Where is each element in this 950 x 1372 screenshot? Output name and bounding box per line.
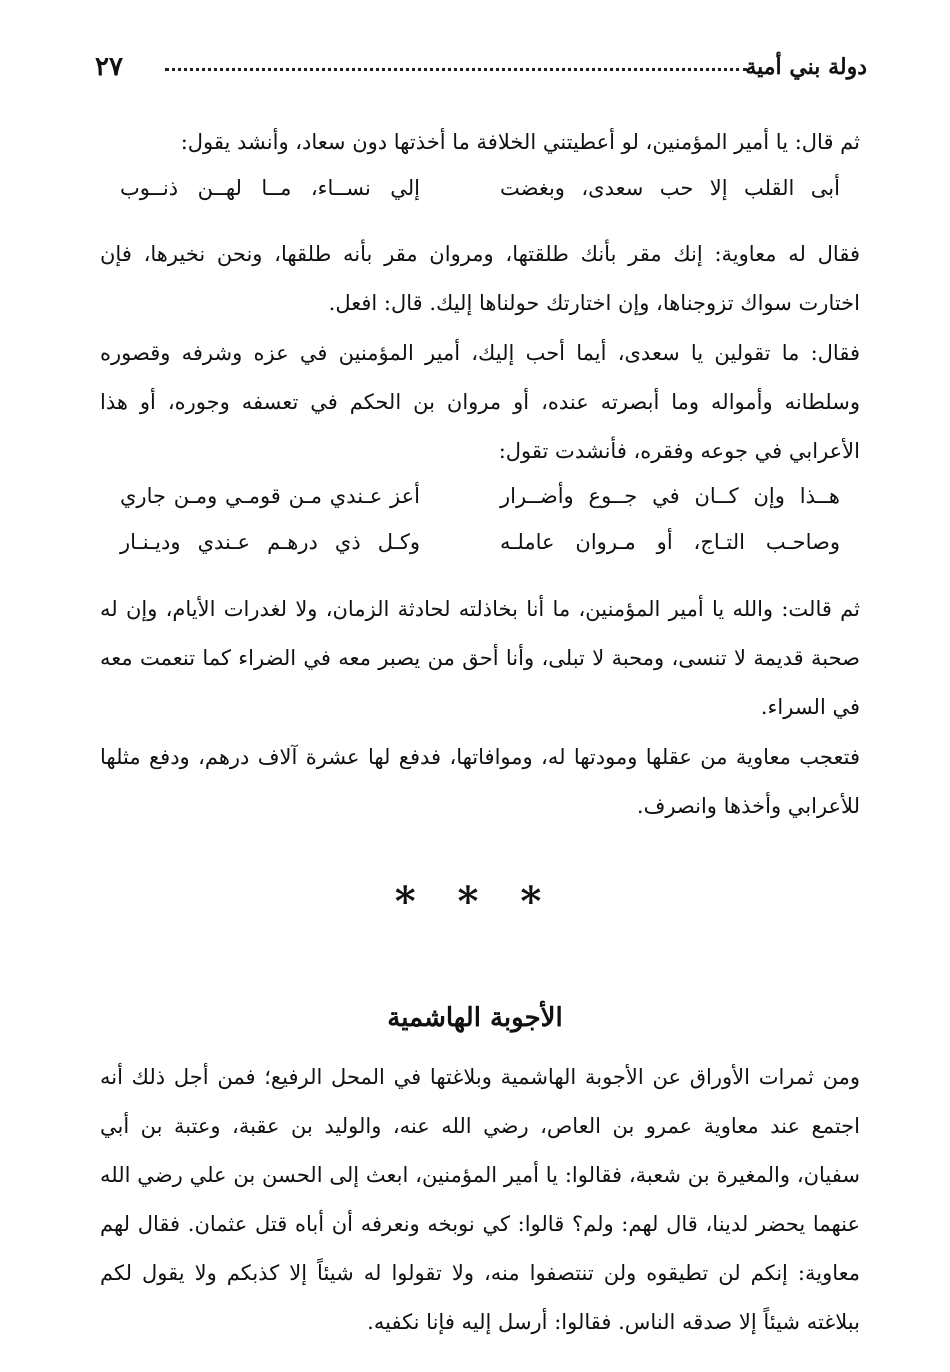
verse-hemistich-second: إلي نســاء، مــا لهــن ذنــوب	[120, 176, 420, 200]
paragraph-muawiya-offer: فقال له معاوية: إنك مقر بأنك طلقتها، ومروان مقر بأنه طلقها، ونحن نخيرها، فإن اختارت سواك تزوجناها، وإن اختارتك حولناها إليك. قال: افعل.	[100, 242, 860, 315]
paragraph-conclusion: فتعجب معاوية من عقلها ومودتها له، وموافاتها، فدفع لها عشرة آلاف درهم، ودفع مثلها للأعرابي وأخذها وانصرف.	[100, 745, 860, 818]
paragraph-suda-reply: ثم قالت: والله يا أمير المؤمنين، ما أنا بخاذلته لحادثة الزمان، ولا لغدرات الأيام، وإن له صحبة قديمة لا تنسى، ومحبة لا تبلى، وأنا أحق من يصبر معه في الضراء كما تنعمت معه في السراء.	[100, 597, 860, 719]
verse-line	[120, 176, 840, 220]
verse-hemistich-second: أعز عـندي مـن قومـي ومـن جاري	[120, 484, 420, 508]
verse-hemistich-first: هــذا وإن كــان في جــوع وأضــرار	[500, 484, 840, 508]
paragraph-intro: ثم قال: يا أمير المؤمنين، لو أعطيتني الخلافة ما أخذتها دون سعاد، وأنشد يقول:	[180, 130, 860, 154]
paragraph-hashemite-answers: ومن ثمرات الأوراق عن الأجوبة الهاشمية وبلاغتها في المحل الرفيع؛ فمن أجل ذلك أنه اجتمع عند معاوية عمرو بن العاص، رضي الله عنه، والوليد بن عقبة، وعتبة بن أبي سفيان، والمغيرة بن شعبة، فقالوا: يا أمير المؤمنين، ابعث إلى الحسن بن علي رضي الله عنهما يحضر لدينا، قال لهم: ولم؟ قالوا: كي نوبخه ونعرفه أن أباه قتل عثمان. فقال لهم معاوية: إنكم لن تطيقوه ولن تنتصفوا منه، ولا تقولوا له شيئاً إلا كذبكم ولا يقول لكم ببلاغته شيئاً إلا صدقه الناس. فقالوا: أرسل إليه فإنا نكفيه.	[100, 1065, 860, 1334]
page-header	[95, 50, 867, 90]
section-divider-asterisks: * * *	[394, 878, 556, 925]
verse-hemistich-second: وكـل ذي درهـم عـندي وديـنـار	[120, 530, 420, 554]
verse-hemistich-first: أبى القلب إلا حب سعدى، وبغضت	[500, 176, 840, 200]
header-leader-dots	[165, 68, 747, 71]
paragraph-question-suda: فقال: ما تقولين يا سعدى، أيما أحب إليك، أمير المؤمنين في عزه وشرفه وقصوره وسلطانه وأمواله وما أبصرته عنده، أو مروان بن الحكم في تعسفه وجوره، أو هذا الأعرابي في جوعه وفقره، فأنشدت تقول:	[100, 341, 860, 463]
verse-hemistich-first: وصاحـب التـاج، أو مـروان عاملـه	[500, 530, 840, 554]
running-title: دولة بني أمية	[745, 54, 867, 80]
verse-line	[120, 484, 840, 528]
page-number: ٢٧	[95, 52, 123, 82]
section-heading: الأجوبة الهاشمية	[387, 1003, 563, 1033]
verse-line	[120, 530, 840, 574]
